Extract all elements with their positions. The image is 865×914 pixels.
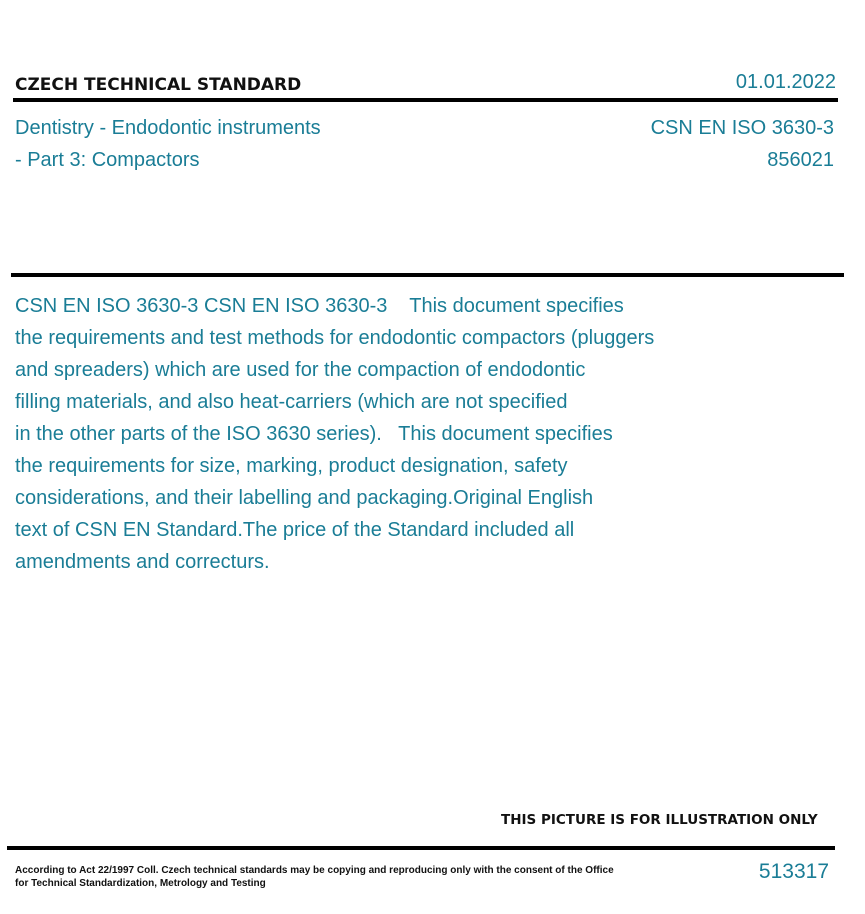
standard-number: 856021 — [767, 149, 834, 171]
standard-title-line1: Dentistry - Endodontic instruments — [15, 117, 321, 139]
standard-title-line2: - Part 3: Compactors — [15, 149, 200, 171]
footer-code: 513317 — [758, 860, 829, 883]
description-line: and spreaders) which are used for the compaction of endodontic — [15, 359, 586, 381]
description-line: the requirements and test methods for endodontic compactors (pluggers — [15, 327, 655, 349]
footer-note-line1: According to Act 22/1997 Coll. Czech technical standards may be copying and reproducing only with the consent of the Office — [15, 865, 614, 876]
title-divider — [11, 273, 844, 277]
description-line: amendments and correcturs. — [15, 551, 270, 573]
header-date: 01.01.2022 — [735, 71, 836, 93]
description-line: considerations, and their labelling and packaging.Original English — [15, 487, 594, 509]
footer-note-line2: for Technical Standardization, Metrology and Testing — [15, 878, 266, 889]
standard-code: CSN EN ISO 3630-3 — [650, 117, 834, 139]
footer-legal-note — [15, 864, 614, 890]
illustration-note: THIS PICTURE IS FOR ILLUSTRATION ONLY — [501, 812, 818, 828]
description-line: in the other parts of the ISO 3630 series). This document specifies — [15, 423, 613, 445]
header-title: CZECH TECHNICAL STANDARD — [15, 75, 302, 95]
description-line: the requirements for size, marking, product designation, safety — [15, 455, 568, 477]
footer-divider — [7, 846, 835, 850]
header-divider — [13, 98, 838, 102]
description-line: filling materials, and also heat-carriers (which are not specified — [15, 391, 568, 413]
description-block — [15, 290, 735, 578]
description-line: CSN EN ISO 3630-3 CSN EN ISO 3630-3 This document specifies — [15, 295, 624, 317]
description-line: text of CSN EN Standard.The price of the Standard included all — [15, 519, 575, 541]
